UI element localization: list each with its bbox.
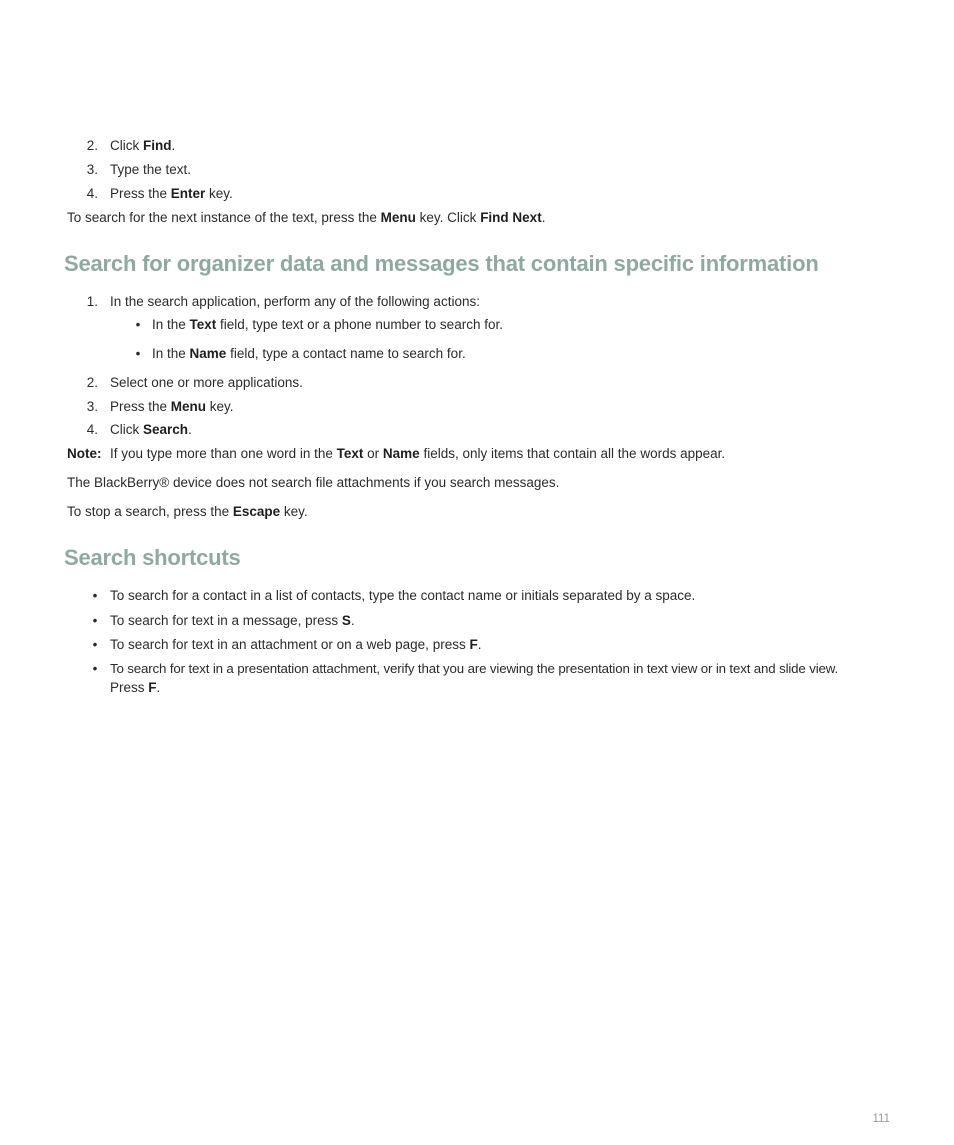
step-text: Select one or more applications. — [110, 375, 303, 390]
step-number: 2. — [86, 138, 98, 153]
note-label: Note: — [67, 446, 102, 461]
step-text: Type the text. — [110, 162, 192, 177]
step-number: 4. — [86, 186, 98, 201]
sub-item-text: In the Name field, type a contact name to search for. — [152, 346, 466, 361]
step-number: 2. — [86, 375, 98, 390]
bullet-icon: • — [135, 346, 141, 361]
bullet-icon: • — [92, 613, 98, 628]
step-number: 3. — [86, 399, 98, 414]
step-number: 1. — [86, 294, 98, 309]
section-heading-organizer-search: Search for organizer data and messages that contain specific information — [64, 251, 819, 276]
step-text: In the search application, perform any of the following actions: — [110, 294, 480, 309]
step-text: Click Search. — [110, 422, 192, 437]
bullet-icon: • — [92, 661, 98, 676]
bullet-icon: • — [92, 637, 98, 652]
bullet-icon: • — [92, 588, 98, 603]
find-next-paragraph: To search for the next instance of the text, press the Menu key. Click Find Next. — [67, 210, 546, 225]
section-heading-search-shortcuts: Search shortcuts — [64, 545, 241, 570]
attachments-paragraph: The BlackBerry® device does not search file attachments if you search messages. — [67, 475, 560, 490]
step-text: Click Find. — [110, 138, 176, 153]
shortcut-text: To search for text in a presentation attachment, verify that you are viewing the presentation in text view or in text and slide view. — [110, 661, 839, 676]
step-number: 3. — [86, 162, 98, 177]
stop-search-paragraph: To stop a search, press the Escape key. — [67, 504, 308, 519]
shortcut-text: To search for text in a message, press S. — [110, 613, 355, 628]
shortcut-text: To search for text in an attachment or on a web page, press F. — [110, 637, 482, 652]
note-text: If you type more than one word in the Text or Name fields, only items that contain all the words appear. — [110, 446, 726, 461]
step-text: Press the Menu key. — [110, 399, 234, 414]
shortcut-text-continued: Press F. — [110, 680, 161, 695]
shortcut-text: To search for a contact in a list of contacts, type the contact name or initials separated by a space. — [110, 588, 696, 603]
step-number: 4. — [86, 422, 98, 437]
page-number: 111 — [872, 1113, 890, 1125]
bullet-icon: • — [135, 317, 141, 332]
sub-item-text: In the Text field, type text or a phone number to search for. — [152, 317, 503, 332]
step-text: Press the Enter key. — [110, 186, 233, 201]
